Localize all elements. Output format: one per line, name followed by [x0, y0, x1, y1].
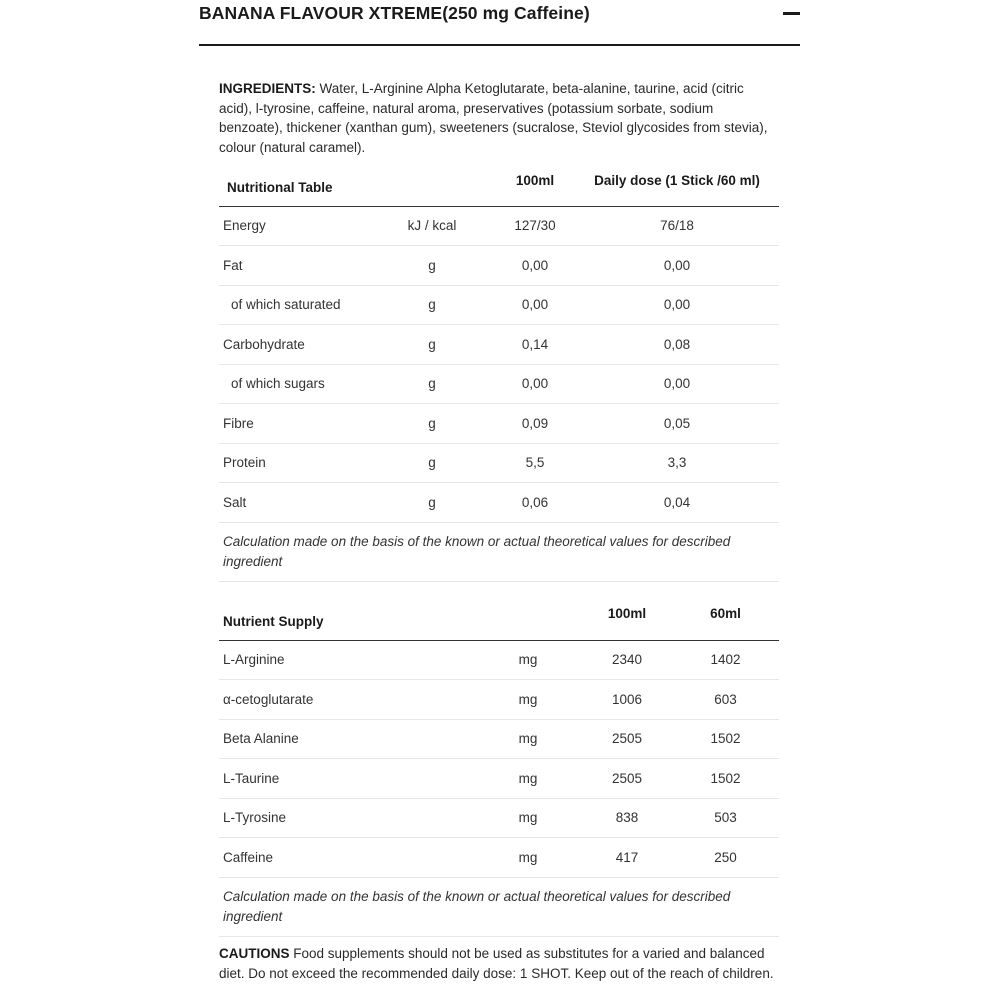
table-row — [219, 719, 779, 759]
value-daily-dose: 0,00 — [575, 285, 779, 325]
table-row — [219, 364, 779, 404]
nutrient-name: Fibre — [219, 404, 369, 444]
value-daily-dose: 0,00 — [575, 364, 779, 404]
cautions-text — [219, 944, 779, 983]
nutritional-table-header — [219, 166, 779, 206]
nutrient-name: L-Arginine — [219, 640, 474, 680]
table-row — [219, 443, 779, 483]
nutrient-name: of which saturated — [219, 285, 369, 325]
value-100ml: 417 — [582, 838, 672, 878]
header-100ml: 100ml — [495, 166, 575, 206]
value-100ml: 0,00 — [495, 246, 575, 286]
table-row — [219, 404, 779, 444]
minus-icon[interactable] — [783, 12, 800, 15]
nutrient-name: L-Taurine — [219, 759, 474, 799]
cautions-label: CAUTIONS — [219, 946, 290, 961]
table-row — [219, 246, 779, 286]
nutrient-name: L-Tyrosine — [219, 798, 474, 838]
calculation-note: Calculation made on the basis of the known or actual theoretical values for described ingredient — [219, 522, 779, 581]
header-name: Nutritional Table — [219, 166, 369, 206]
value-60ml: 503 — [672, 798, 779, 838]
accordion-title[interactable]: BANANA FLAVOUR XTREME(250 mg Caffeine) — [199, 3, 590, 23]
header-unit — [369, 166, 495, 206]
nutrient-unit: g — [369, 483, 495, 523]
nutrient-unit: mg — [474, 680, 582, 720]
ingredients-label: INGREDIENTS: — [219, 81, 316, 96]
nutrient-unit: g — [369, 285, 495, 325]
nutrient-name: Energy — [219, 206, 369, 246]
value-100ml: 0,06 — [495, 483, 575, 523]
nutritional-table — [219, 166, 779, 582]
value-100ml: 2340 — [582, 640, 672, 680]
nutrient-unit: g — [369, 404, 495, 444]
value-100ml: 1006 — [582, 680, 672, 720]
nutrient-unit: g — [369, 364, 495, 404]
value-60ml: 603 — [672, 680, 779, 720]
calculation-note-row — [219, 522, 779, 581]
nutrient-name: Protein — [219, 443, 369, 483]
table-row — [219, 640, 779, 680]
cautions-body: Food supplements should not be used as substitutes for a varied and balanced diet. Do not exceed the recommended daily dose: 1 SHOT. Keep out of the reach of children. — [219, 946, 774, 981]
table-row — [219, 285, 779, 325]
table-row — [219, 798, 779, 838]
accordion-header[interactable] — [199, 0, 800, 46]
nutrient-unit: mg — [474, 640, 582, 680]
header-100ml: 100ml — [582, 598, 672, 640]
nutrient-name: Caffeine — [219, 838, 474, 878]
value-60ml: 1502 — [672, 759, 779, 799]
value-100ml: 5,5 — [495, 443, 575, 483]
table-row — [219, 759, 779, 799]
nutrient-unit: kJ / kcal — [369, 206, 495, 246]
ingredients-text — [219, 79, 779, 157]
value-60ml: 250 — [672, 838, 779, 878]
nutrient-name: Fat — [219, 246, 369, 286]
ingredients-list: Water, L-Arginine Alpha Ketoglutarate, beta-alanine, taurine, acid (citric acid), l-tyrosine, caffeine, natural aroma, preservatives (potassium sorbate, sodium benzoate), thickener (xanthan gum), sweeteners (sucralose, Steviol glycosides from stevia), colour (natural caramel). — [219, 81, 768, 155]
nutrient-unit: mg — [474, 798, 582, 838]
nutrient-unit: g — [369, 246, 495, 286]
value-100ml: 2505 — [582, 759, 672, 799]
nutrient-unit: mg — [474, 719, 582, 759]
header-unit — [474, 598, 582, 640]
value-daily-dose: 76/18 — [575, 206, 779, 246]
nutrient-name: α-cetoglutarate — [219, 680, 474, 720]
value-100ml: 127/30 — [495, 206, 575, 246]
header-60ml: 60ml — [672, 598, 779, 640]
nutrient-unit: g — [369, 443, 495, 483]
value-daily-dose: 3,3 — [575, 443, 779, 483]
table-row — [219, 483, 779, 523]
nutrient-name: Beta Alanine — [219, 719, 474, 759]
value-100ml: 838 — [582, 798, 672, 838]
value-100ml: 0,14 — [495, 325, 575, 365]
calculation-note: Calculation made on the basis of the known or actual theoretical values for described ingredient — [219, 877, 779, 936]
nutrient-supply-header — [219, 598, 779, 640]
value-daily-dose: 0,08 — [575, 325, 779, 365]
value-daily-dose: 0,00 — [575, 246, 779, 286]
nutrient-name: of which sugars — [219, 364, 369, 404]
value-100ml: 0,09 — [495, 404, 575, 444]
header-name: Nutrient Supply — [219, 598, 474, 640]
value-100ml: 0,00 — [495, 364, 575, 404]
nutrient-name: Salt — [219, 483, 369, 523]
table-row — [219, 325, 779, 365]
nutrient-unit: g — [369, 325, 495, 365]
nutrient-supply-table — [219, 598, 779, 937]
value-60ml: 1502 — [672, 719, 779, 759]
table-row — [219, 838, 779, 878]
nutrient-name: Carbohydrate — [219, 325, 369, 365]
table-row — [219, 680, 779, 720]
calculation-note-row — [219, 877, 779, 936]
header-daily-dose: Daily dose (1 Stick /60 ml) — [575, 166, 779, 206]
value-60ml: 1402 — [672, 640, 779, 680]
table-row — [219, 206, 779, 246]
nutrient-unit: mg — [474, 759, 582, 799]
value-daily-dose: 0,04 — [575, 483, 779, 523]
value-daily-dose: 0,05 — [575, 404, 779, 444]
value-100ml: 2505 — [582, 719, 672, 759]
nutrient-unit: mg — [474, 838, 582, 878]
value-100ml: 0,00 — [495, 285, 575, 325]
